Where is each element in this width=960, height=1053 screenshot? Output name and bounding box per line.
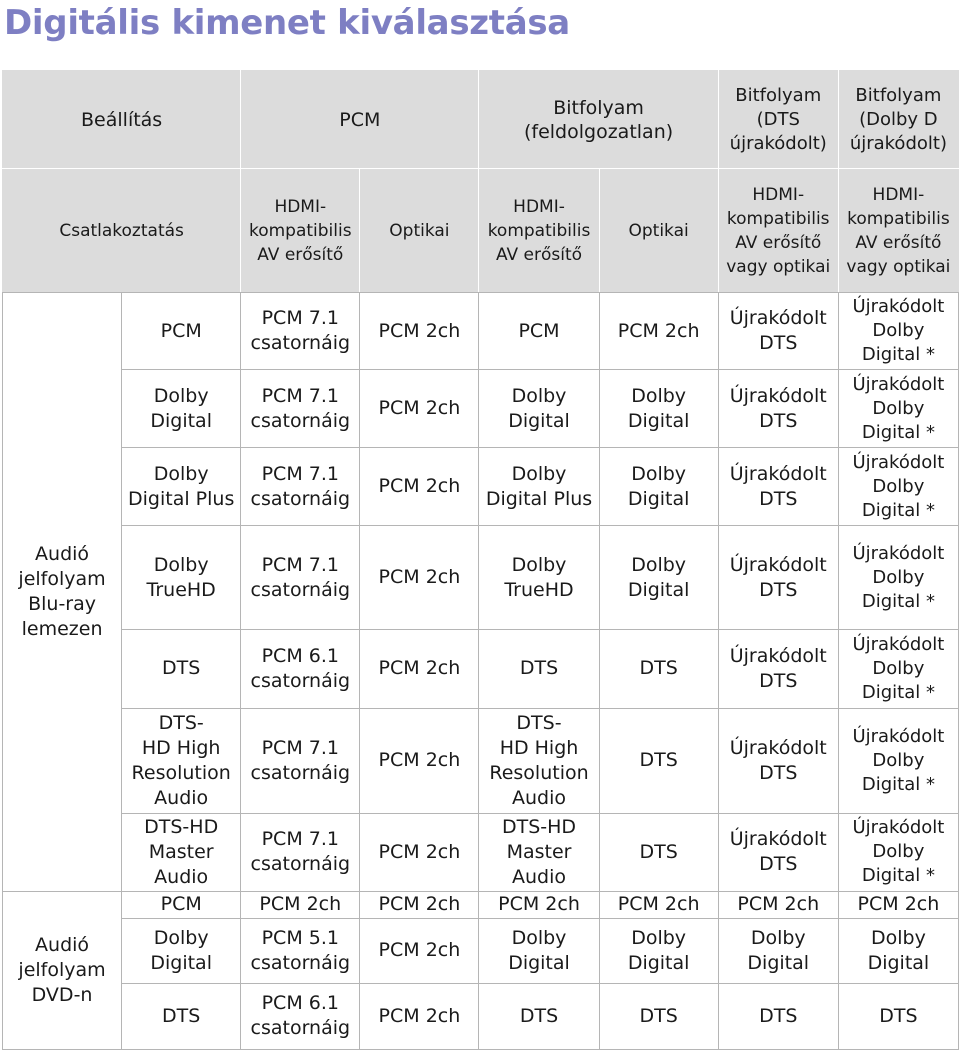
header-setting: Beállítás — [3, 71, 241, 169]
table-cell: Újrakódolt DTS — [718, 630, 838, 708]
header-pcm: PCM — [241, 71, 479, 169]
table-cell: PCM 2ch — [360, 293, 479, 370]
header-bitstream-dolby: Bitfolyam (Dolby D újrakódolt) — [838, 71, 958, 169]
table-cell: Dolby TrueHD — [479, 526, 599, 630]
table-cell: PCM 7.1 csatornáig — [241, 448, 360, 526]
table-cell: PCM 2ch — [599, 293, 718, 370]
table-cell: DTS — [599, 630, 718, 708]
digital-output-table — [2, 70, 959, 1050]
table-row — [3, 448, 959, 526]
table-row — [3, 918, 959, 983]
group-label-bluray: Audió jelfolyam Blu-ray lemezen — [3, 293, 122, 892]
table-cell: Újrakódolt DTS — [718, 293, 838, 370]
table-cell: PCM 2ch — [360, 448, 479, 526]
page-title: Digitális kimenet kiválasztása — [4, 3, 570, 43]
header-connection: Csatlakoztatás — [3, 169, 241, 293]
table-cell: PCM 2ch — [360, 891, 479, 918]
table-cell: PCM 2ch — [360, 918, 479, 983]
table-cell: Dolby Digital — [599, 448, 718, 526]
table-cell: DTS-HD Master Audio — [122, 813, 241, 891]
header-raw-optical: Optikai — [599, 169, 718, 293]
group-label-dvd: Audió jelfolyam DVD-n — [3, 891, 122, 1049]
table-cell: PCM — [122, 293, 241, 370]
table-row — [3, 813, 959, 891]
header-raw-hdmi: HDMI- kompatibilis AV erősítő — [479, 169, 599, 293]
table-cell: Újrakódolt Dolby Digital * — [838, 813, 958, 891]
table-cell: DTS- HD High Resolution Audio — [122, 708, 241, 813]
table-cell: PCM 2ch — [360, 708, 479, 813]
table-cell: PCM 6.1 csatornáig — [241, 983, 360, 1049]
table-row — [3, 891, 959, 918]
table-cell: DTS — [838, 983, 958, 1049]
table-cell: DTS — [599, 708, 718, 813]
table-cell: Dolby Digital — [479, 370, 599, 448]
table-cell: Újrakódolt Dolby Digital * — [838, 708, 958, 813]
table-cell: PCM 2ch — [360, 370, 479, 448]
table-cell: PCM 2ch — [718, 891, 838, 918]
table-cell: DTS-HD Master Audio — [479, 813, 599, 891]
table-cell: DTS — [599, 813, 718, 891]
table-cell: PCM 2ch — [838, 891, 958, 918]
table-cell: DTS — [718, 983, 838, 1049]
header-pcm-optical: Optikai — [360, 169, 479, 293]
table-cell: Újrakódolt DTS — [718, 370, 838, 448]
header-bitstream-dts: Bitfolyam (DTS újrakódolt) — [718, 71, 838, 169]
table-cell: Dolby Digital Plus — [479, 448, 599, 526]
table-cell: DTS — [479, 983, 599, 1049]
table-cell: Újrakódolt DTS — [718, 448, 838, 526]
table-cell: PCM 5.1 csatornáig — [241, 918, 360, 983]
table-cell: PCM 7.1 csatornáig — [241, 813, 360, 891]
table-cell: PCM 2ch — [241, 891, 360, 918]
table-cell: Dolby Digital — [718, 918, 838, 983]
table-cell: PCM 7.1 csatornáig — [241, 526, 360, 630]
table-cell: PCM 2ch — [360, 983, 479, 1049]
table-cell: PCM — [122, 891, 241, 918]
table-cell: DTS — [479, 630, 599, 708]
table-cell: Dolby Digital — [479, 918, 599, 983]
table-cell: Újrakódolt DTS — [718, 708, 838, 813]
table-cell: PCM 7.1 csatornáig — [241, 293, 360, 370]
table-cell: PCM 2ch — [360, 526, 479, 630]
table-cell: Dolby Digital Plus — [122, 448, 241, 526]
table-cell: PCM 6.1 csatornáig — [241, 630, 360, 708]
table-cell: DTS — [122, 983, 241, 1049]
table-row — [3, 708, 959, 813]
table-cell: Újrakódolt Dolby Digital * — [838, 448, 958, 526]
table-cell: Dolby Digital — [122, 918, 241, 983]
table-cell: DTS — [599, 983, 718, 1049]
table-cell: DTS- HD High Resolution Audio — [479, 708, 599, 813]
table-cell: PCM 2ch — [599, 891, 718, 918]
header-bitstream-raw: Bitfolyam (feldolgozatlan) — [479, 71, 718, 169]
table-cell: PCM 7.1 csatornáig — [241, 708, 360, 813]
table-cell: DTS — [122, 630, 241, 708]
table-cell: Dolby Digital — [599, 918, 718, 983]
table-cell: Újrakódolt Dolby Digital * — [838, 293, 958, 370]
table-row — [3, 526, 959, 630]
table-cell: PCM — [479, 293, 599, 370]
table-cell: Dolby Digital — [122, 370, 241, 448]
table-row — [3, 983, 959, 1049]
table-row — [3, 370, 959, 448]
table-cell: Újrakódolt DTS — [718, 526, 838, 630]
table-cell: PCM 7.1 csatornáig — [241, 370, 360, 448]
header-dts-connection: HDMI- kompatibilis AV erősítő vagy optikai — [718, 169, 838, 293]
table-row — [3, 293, 959, 370]
table-cell: Újrakódolt Dolby Digital * — [838, 630, 958, 708]
header-dolby-connection: HDMI- kompatibilis AV erősítő vagy optikai — [838, 169, 958, 293]
table-row — [3, 630, 959, 708]
table-cell: Dolby TrueHD — [122, 526, 241, 630]
header-pcm-hdmi: HDMI- kompatibilis AV erősítő — [241, 169, 360, 293]
table-cell: Újrakódolt Dolby Digital * — [838, 370, 958, 448]
table-cell: Dolby Digital — [599, 526, 718, 630]
table-cell: PCM 2ch — [360, 813, 479, 891]
table-cell: Újrakódolt Dolby Digital * — [838, 526, 958, 630]
table-cell: Dolby Digital — [838, 918, 958, 983]
table-cell: Újrakódolt DTS — [718, 813, 838, 891]
table-cell: PCM 2ch — [479, 891, 599, 918]
table-cell: Dolby Digital — [599, 370, 718, 448]
table-cell: PCM 2ch — [360, 630, 479, 708]
